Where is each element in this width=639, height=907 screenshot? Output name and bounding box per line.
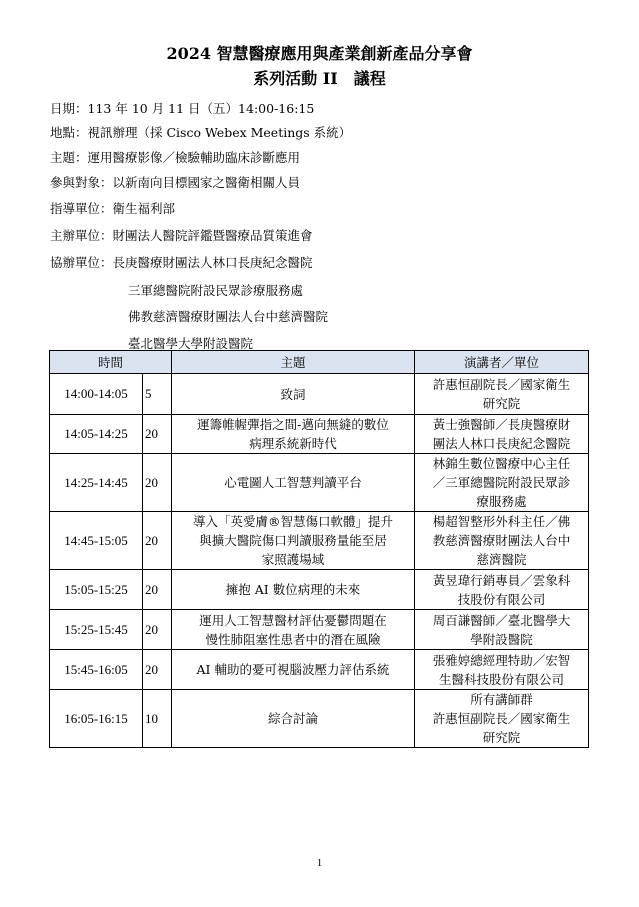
meta-value: 財團法人醫院評鑑暨醫療品質策進會 [112, 228, 313, 243]
meta-line [50, 173, 300, 193]
session-time: 14:05-14:25 [50, 415, 143, 454]
speaker-line: ／三軍總醫院附設民眾診 [432, 475, 571, 490]
session-speaker [415, 454, 589, 512]
session-speaker [415, 374, 589, 415]
session-topic [172, 690, 415, 748]
meta-value: 視訊辦理（採 Cisco Webex Meetings 系統） [87, 125, 352, 140]
cohost-line: 佛教慈濟醫療財團法人台中慈濟醫院 [128, 309, 329, 324]
meta-line [50, 226, 313, 246]
speaker-line: 教慈濟醫療財團法人台中 [432, 533, 571, 548]
session-time: 14:25-14:45 [50, 454, 143, 512]
session-speaker [415, 690, 589, 748]
session-topic [172, 610, 415, 650]
session-minutes: 20 [143, 610, 172, 650]
header-time: 時間 [50, 351, 172, 374]
session-time: 16:05-16:15 [50, 690, 143, 748]
speaker-line: 周百謙醫師／臺北醫學大 [432, 612, 571, 628]
meta-label: 主辦單位： [50, 228, 113, 243]
table-row [50, 374, 589, 415]
session-minutes: 20 [143, 570, 172, 610]
table-row [50, 512, 589, 570]
speaker-line: 療服務處 [476, 494, 527, 509]
speaker-line: 黃昱瑋行銷專員／雲象科 [432, 572, 571, 588]
session-speaker [415, 650, 589, 690]
meta-line [50, 199, 175, 219]
cohost-line: 三軍總醫院附設民眾診療服務處 [128, 283, 304, 298]
session-time: 15:05-15:25 [50, 570, 143, 610]
speaker-line: 研究院 [482, 396, 521, 411]
topic-line: 病理系統新時代 [249, 436, 337, 451]
topic-line: AI 輔助的憂可視腦波壓力評估系統 [196, 662, 390, 677]
page-number: 1 [316, 857, 323, 869]
table-row [50, 610, 589, 650]
table-header-row [50, 351, 589, 374]
topic-line: 運籌帷幄彈指之間-邁向無縫的數位 [197, 417, 389, 432]
meta-line [50, 148, 300, 168]
speaker-line: 學附設醫院 [470, 631, 533, 647]
meta-label: 日期： [50, 101, 88, 116]
session-time: 14:45-15:05 [50, 512, 143, 570]
session-topic [172, 454, 415, 512]
meta-label: 協辦單位： [50, 255, 113, 270]
meta-line [50, 253, 313, 273]
header-speaker: 演講者／單位 [415, 351, 589, 374]
speaker-line: 張雅婷總經理特助／宏智 [432, 652, 571, 668]
meta-label: 主題： [50, 150, 88, 165]
meta-label: 參與對象： [50, 175, 113, 190]
table-row [50, 454, 589, 512]
meta-line [50, 99, 314, 119]
speaker-line: 技股份有限公司 [457, 591, 546, 607]
meta-value: 衛生福利部 [112, 201, 176, 216]
session-topic [172, 650, 415, 690]
session-topic [172, 512, 415, 570]
speaker-line: 生醫科技股份有限公司 [439, 671, 565, 687]
session-minutes: 20 [143, 415, 172, 454]
speaker-line: 研究院 [482, 730, 521, 745]
session-topic [172, 415, 415, 454]
cohost-line: 臺北醫學大學附設醫院 [128, 336, 254, 351]
header-topic: 主題 [172, 351, 415, 374]
topic-line: 擁抱 AI 數位病理的未來 [225, 582, 361, 597]
session-speaker [415, 570, 589, 610]
session-minutes: 5 [143, 374, 172, 415]
session-speaker [415, 610, 589, 650]
session-time: 14:00-14:05 [50, 374, 143, 415]
topic-line: 綜合討論 [268, 711, 319, 726]
speaker-line: 許惠恒副院長／國家衛生 [432, 711, 571, 726]
speaker-line: 團法人林口長庚紀念醫院 [432, 436, 571, 451]
session-speaker [415, 512, 589, 570]
meta-label: 指導單位： [50, 201, 113, 216]
meta-label: 地點： [50, 125, 88, 140]
session-time: 15:45-16:05 [50, 650, 143, 690]
meta-value: 113 年 10 月 11 日（五）14:00-16:15 [87, 101, 315, 116]
speaker-line: 黃士強醫師／長庚醫療財 [432, 417, 571, 432]
topic-line: 與擴大醫院傷口判讀服務量能至居 [199, 533, 387, 548]
table-row [50, 570, 589, 610]
session-time: 15:25-15:45 [50, 610, 143, 650]
session-minutes: 20 [143, 650, 172, 690]
table-row [50, 690, 589, 748]
session-minutes: 20 [143, 512, 172, 570]
session-topic [172, 570, 415, 610]
topic-line: 致詞 [280, 386, 306, 402]
session-minutes: 20 [143, 454, 172, 512]
meta-value: 以新南向目標國家之醫衛相關人員 [112, 175, 301, 190]
topic-line: 導入「英愛膚®智慧傷口軟體」提升 [193, 514, 394, 529]
meta-value: 運用醫療影像／檢驗輔助臨床診斷應用 [87, 150, 301, 165]
table-row [50, 415, 589, 454]
session-minutes: 10 [143, 690, 172, 748]
agenda-subtitle: 系列活動 II 議程 [253, 69, 386, 88]
speaker-line: 慈濟醫院 [476, 552, 527, 567]
speaker-line: 所有講師群 [470, 692, 533, 707]
agenda-table [49, 350, 589, 748]
meta-line [50, 123, 351, 143]
meta-value: 長庚醫療財團法人林口長庚紀念醫院 [112, 255, 313, 270]
agenda-title: 2024 智慧醫療應用與產業創新產品分享會 [166, 44, 473, 63]
table-row [50, 650, 589, 690]
speaker-line: 林錦生數位醫療中心主任 [432, 456, 571, 471]
topic-line: 慢性肺阻塞性患者中的潛在風險 [205, 631, 381, 647]
speaker-line: 許惠恒副院長／國家衛生 [432, 377, 571, 392]
speaker-line: 楊超智整形外科主任／佛 [432, 514, 571, 529]
session-topic [172, 374, 415, 415]
topic-line: 家照護場域 [261, 552, 325, 567]
session-speaker [415, 415, 589, 454]
topic-line: 運用人工智慧醫材評估憂鬱問題在 [199, 612, 387, 628]
topic-line: 心電圖人工智慧判讀平台 [224, 475, 362, 490]
